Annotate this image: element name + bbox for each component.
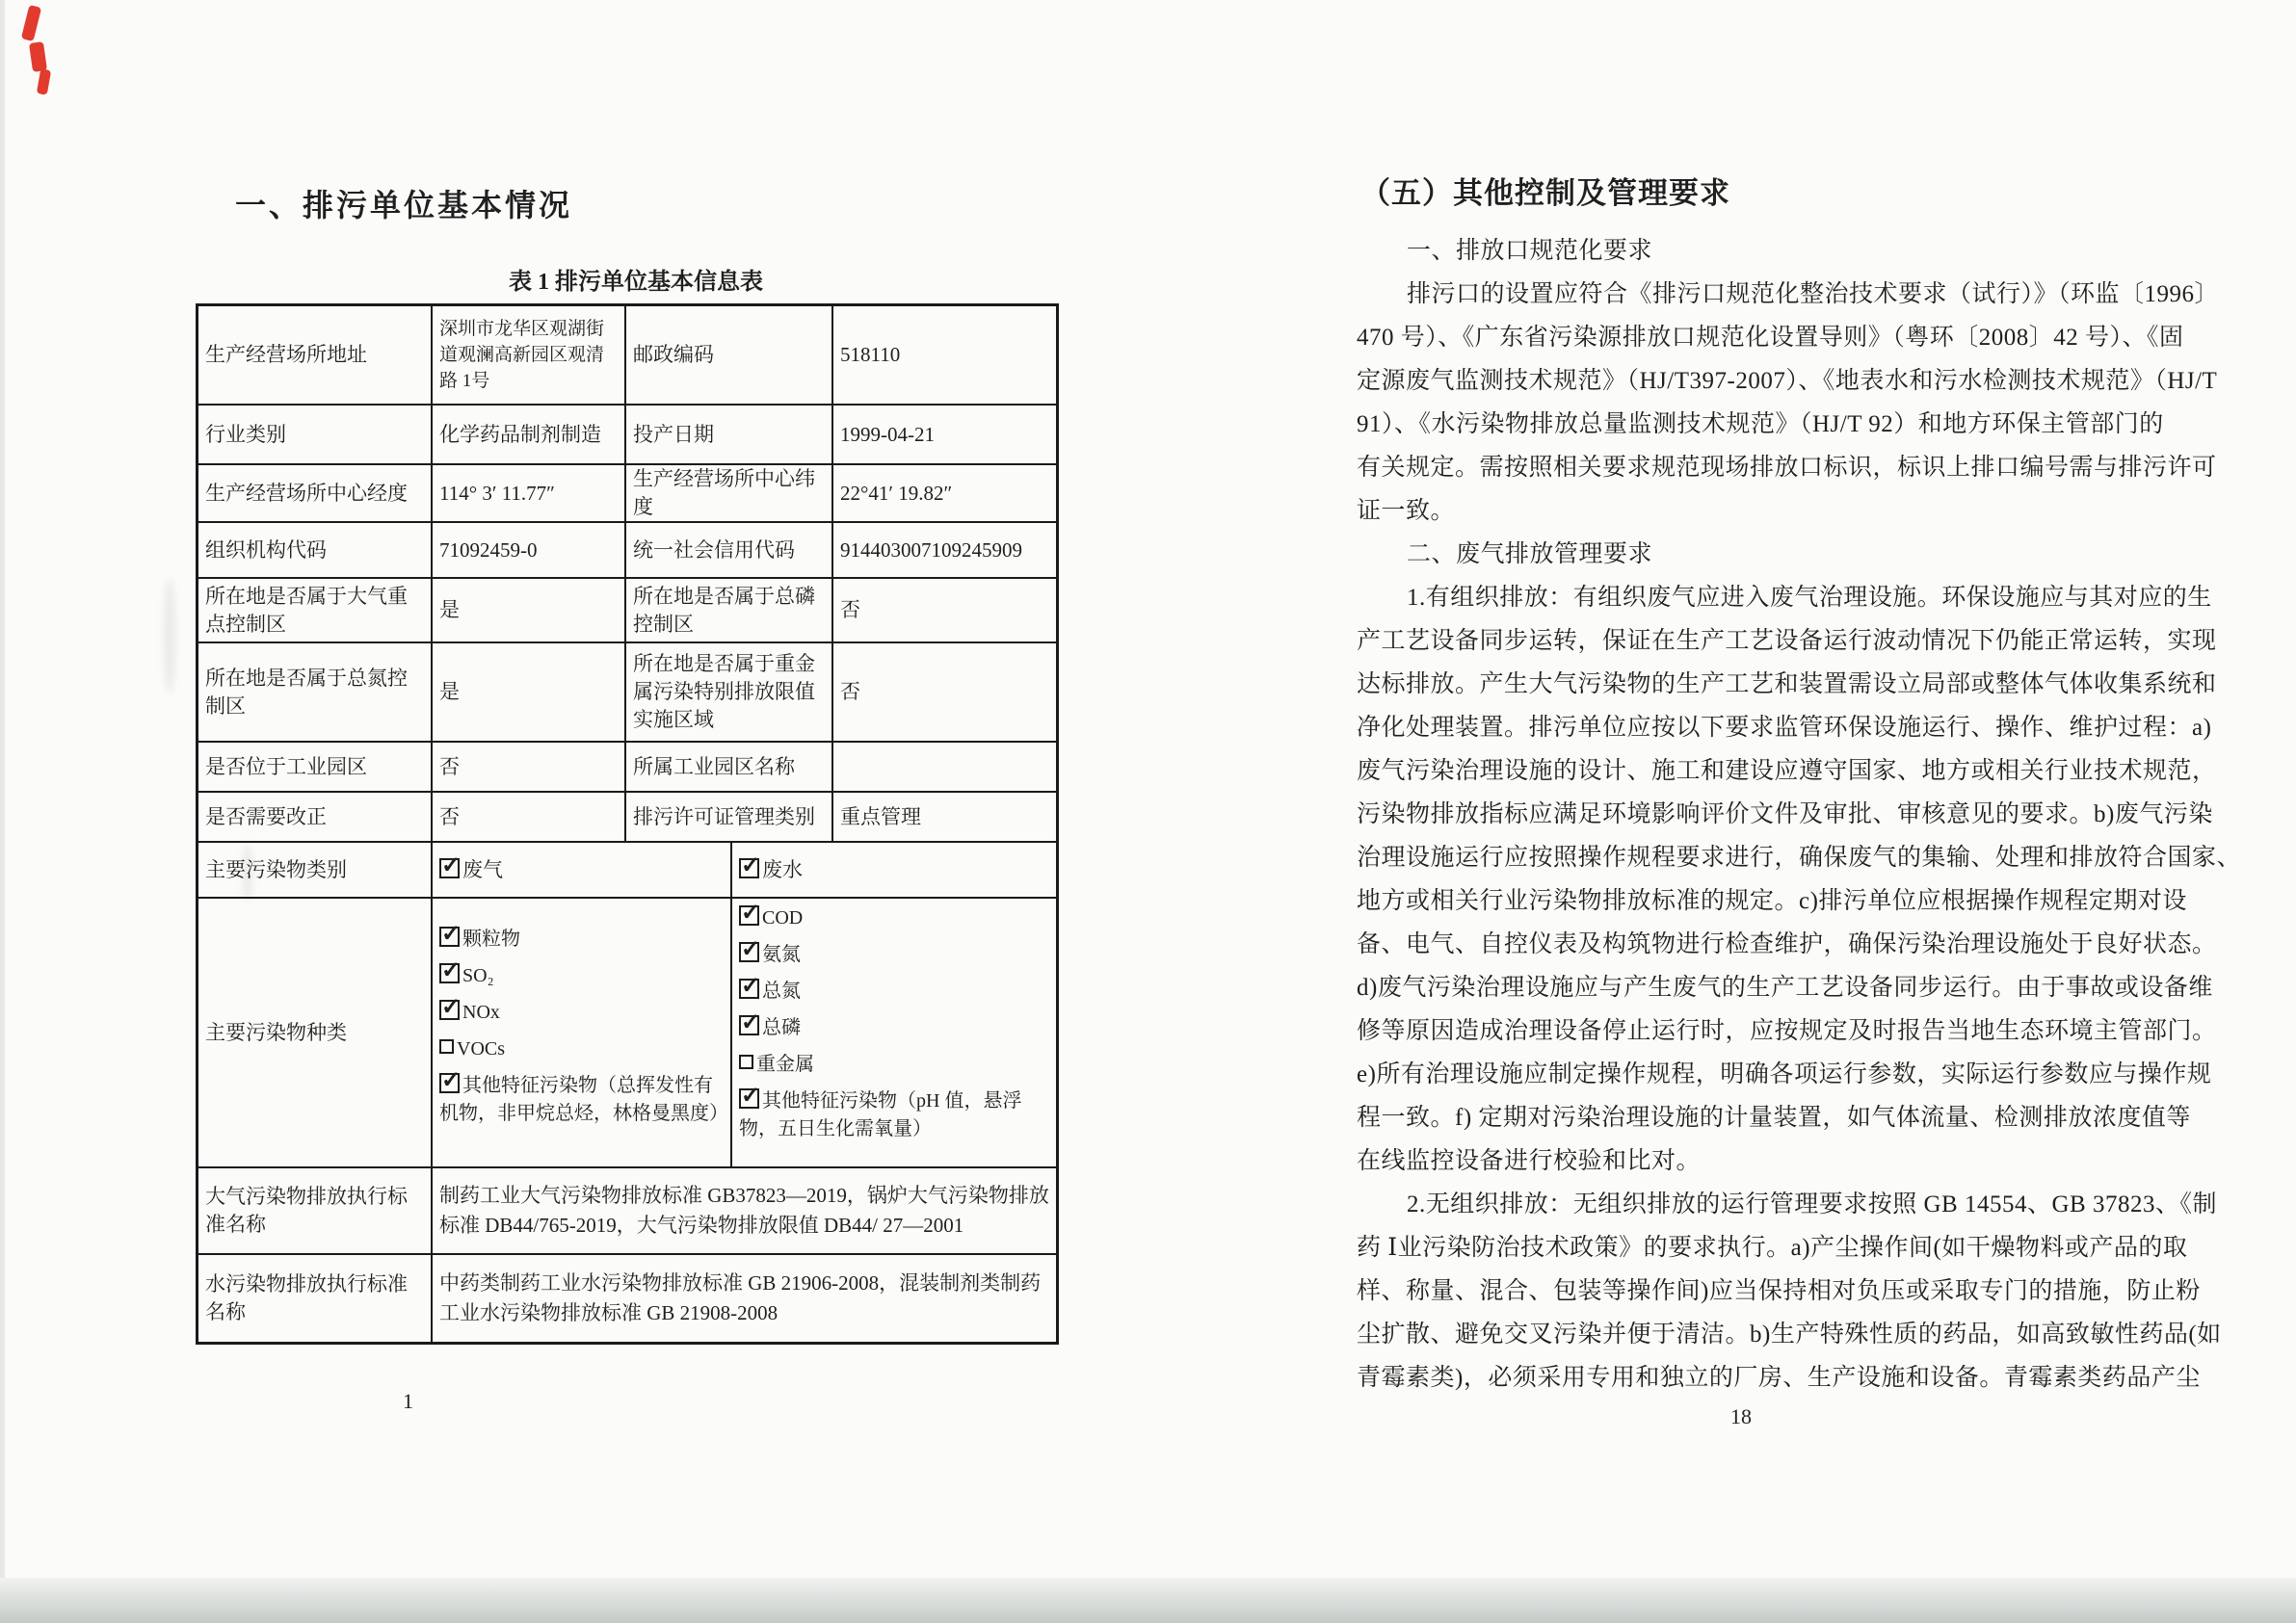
- table-cell-label: [626, 523, 833, 579]
- table-cell-value: [833, 406, 1056, 465]
- body-line: 达标排放。产生大气污染物的生产工艺和装置需设立局部或整体气体收集系统和: [1357, 671, 2217, 697]
- scanner-bottom-shadow: [0, 1578, 2296, 1623]
- table-cell-label: [626, 579, 833, 643]
- cell-text: 行业类别: [205, 422, 286, 446]
- table-cell-value: [433, 579, 626, 643]
- checkbox-icon: [739, 1015, 759, 1035]
- cell-text: 是否需要改正: [205, 804, 327, 828]
- cell-text: 排污许可证管理类别: [633, 804, 815, 828]
- cell-text: 914403007109245909: [840, 537, 1022, 562]
- body-line: 净化处理装置。排污单位应按以下要求监管环保设施运行、操作、维护过程：a): [1357, 715, 2212, 741]
- scan-smudge: [164, 578, 175, 694]
- body-line: 地方或相关行业污染物排放标准的规定。c)排污单位应根据操作规程定期对设: [1357, 888, 2187, 914]
- species-item: [739, 941, 801, 969]
- right-page-number: 18: [1730, 1404, 1752, 1428]
- cell-text: 投产日期: [633, 422, 714, 446]
- table-cell-label: [198, 743, 433, 793]
- body-line: 一、排放口规范化要求: [1407, 238, 1653, 264]
- table-cell-value: [833, 743, 1056, 793]
- checkbox-icon: [739, 1088, 759, 1109]
- table-cell-label: [198, 465, 433, 523]
- checkbox-icon: [439, 858, 460, 878]
- checkbox-icon: [439, 1039, 454, 1054]
- table-cell-label: [626, 643, 833, 743]
- body-line: 产工艺设备同步运转，保证在生产工艺设备运行波动情况下仍能正常运转，实现: [1357, 628, 2217, 654]
- cell-text: 所在地是否属于总磷控制区: [633, 584, 815, 636]
- body-line: 470 号）、《广东省污染源排放口规范化设置导则》（粤环〔2008〕42 号）、《固: [1357, 325, 2184, 351]
- table-cell-label: [198, 306, 433, 406]
- species-item: [739, 1087, 1052, 1143]
- cell-text: 中药类制药工业水污染物排放标准 GB 21906-2008，混装制剂类制药工业水污染物排放标准 GB 21908-2008: [439, 1271, 1042, 1324]
- cell-text: 组织机构代码: [205, 537, 327, 562]
- table-cell-value: [833, 793, 1056, 843]
- cell-text: 是否位于工业园区: [205, 754, 367, 778]
- body-line: 二、废气排放管理要求: [1407, 541, 1653, 567]
- body-line: 备、电气、自控仪表及构筑物进行检查维护，确保污染治理设施处于良好状态。: [1357, 931, 2217, 957]
- cell-text: 是: [439, 598, 460, 621]
- table-cell-label: [626, 793, 833, 843]
- species-item: [439, 926, 520, 954]
- table-cell-value: [833, 579, 1056, 643]
- right-section-title: （五）其他控制及管理要求: [1360, 176, 1730, 210]
- table-cell-label: [198, 899, 433, 1168]
- table-cell-value: [833, 523, 1056, 579]
- cell-text: 重金属: [756, 1054, 814, 1075]
- table-cell-value: [833, 465, 1056, 523]
- body-line: 证一致。: [1357, 498, 1456, 524]
- checkbox-icon: [439, 927, 460, 947]
- body-line: e)所有治理设施应制定操作规程，明确各项运行参数，实际运行参数应与操作规: [1357, 1061, 2212, 1087]
- cell-text: 水污染物排放执行标准名称: [205, 1272, 408, 1323]
- table-cell-gas-species: [433, 899, 732, 1168]
- cell-text: 生产经营场所中心经度: [205, 481, 408, 505]
- body-line: 修等原因造成治理设备停止运行时，应按规定及时报告当地生态环境主管部门。: [1357, 1018, 2217, 1044]
- body-line: 废气污染治理设施的设计、施工和建设应遵守国家、地方或相关行业技术规范，: [1357, 758, 2217, 784]
- cell-text: 所属工业园区名称: [633, 754, 795, 778]
- body-line: 青霉素类)，必须采用专用和独立的厂房、生产设施和设备。青霉素类药品产尘: [1357, 1365, 2201, 1391]
- species-item: [739, 1051, 814, 1079]
- cell-text: 其他特征污染物（pH 值，悬浮物，五日生化需氧量）: [739, 1090, 1022, 1139]
- checkbox-icon: [739, 1055, 753, 1069]
- cell-text: 所在地是否属于总氮控制区: [205, 666, 408, 718]
- table-cell-value: [433, 306, 626, 406]
- cell-text: 22°41′ 19.82″: [840, 481, 953, 505]
- cell-text: 主要污染物类别: [205, 857, 347, 881]
- red-edge-mark: [37, 68, 51, 95]
- body-line: 在线监控设备进行校验和比对。: [1357, 1148, 1702, 1174]
- cell-text: 518110: [840, 343, 901, 366]
- cell-text: 统一社会信用代码: [633, 537, 795, 562]
- cell-text: 颗粒物: [462, 929, 520, 950]
- cell-text: 总磷: [762, 1017, 801, 1038]
- species-item: [739, 1014, 801, 1042]
- checkbox-icon: [439, 1073, 460, 1093]
- cell-text: 废水: [762, 857, 803, 881]
- table-cell-label: [198, 406, 433, 465]
- table-cell-value: [433, 643, 626, 743]
- checkbox-icon: [739, 979, 759, 999]
- body-line: 1.有组织排放：有组织废气应进入废气治理设施。环保设施应与其对应的生: [1407, 585, 2212, 611]
- red-edge-mark: [21, 5, 41, 41]
- table-cell-label: [198, 643, 433, 743]
- cell-text: NOx: [462, 1002, 500, 1023]
- left-page-number: 1: [403, 1389, 413, 1413]
- body-line: 91）、《水污染物排放总量监测技术规范》（HJ/T 92）和地方环保主管部门的: [1357, 411, 2164, 437]
- body-line: 药 Ⅰ业污染防治技术政策》的要求执行。a)产尘操作间(如干燥物料或产品的取: [1357, 1235, 2188, 1261]
- cell-text: 否: [840, 680, 860, 703]
- body-line: 2.无组织排放：无组织排放的运行管理要求按照 GB 14554、GB 37823、《制: [1407, 1191, 2217, 1217]
- checkbox-icon: [739, 905, 759, 926]
- table-cell-label: [198, 843, 433, 899]
- table-cell-label: [198, 793, 433, 843]
- cell-text: 主要污染物种类: [205, 1020, 347, 1044]
- cell-text: 否: [439, 804, 460, 828]
- table-cell-label: [198, 579, 433, 643]
- body-line: 程一致。f) 定期对污染治理设施的计量装置，如气体流量、检测排放浓度值等: [1357, 1105, 2191, 1131]
- cell-text: 总氮: [762, 981, 801, 1002]
- body-line: 污染物排放指标应满足环境影响评价文件及审批、审核意见的要求。b)废气污染: [1357, 801, 2213, 827]
- cell-text: 化学药品制剂制造: [439, 422, 601, 446]
- table-cell-value: [433, 465, 626, 523]
- table-cell-label: [626, 743, 833, 793]
- cell-text: 114° 3′ 11.77″: [439, 481, 555, 505]
- cell-text: 否: [439, 754, 460, 778]
- cell-text: COD: [762, 907, 804, 929]
- cell-text: 1999-04-21: [840, 422, 935, 446]
- table-cell-value: [833, 306, 1056, 406]
- right-page-body: [1357, 229, 2242, 1400]
- cell-text: 氨氮: [762, 944, 801, 965]
- cell-text: 所在地是否属于大气重点控制区: [205, 584, 408, 636]
- table-cell-value: [433, 1168, 1056, 1255]
- body-line: 有关规定。需按照相关要求规范现场排放口标识，标识上排口编号需与排污许可: [1357, 455, 2217, 481]
- cell-text: 生产经营场所地址: [205, 343, 367, 366]
- cell-text: SO₂: [462, 965, 494, 986]
- red-edge-mark: [29, 41, 47, 72]
- body-line: d)废气污染治理设施应与产生废气的生产工艺设备同步运行。由于事故或设备维: [1357, 975, 2213, 1001]
- body-line: 定源废气监测技术规范》（HJ/T397-2007）、《地表水和污水检测技术规范》（HJ/T: [1357, 368, 2218, 394]
- table-cell-label: [626, 306, 833, 406]
- species-item: [439, 1072, 726, 1128]
- cell-text: 生产经营场所中心纬度: [633, 467, 815, 518]
- checkbox-icon: [739, 942, 759, 962]
- species-item: [439, 999, 500, 1027]
- basic-info-table: [196, 303, 1059, 1345]
- cell-text: VOCs: [457, 1038, 506, 1060]
- cell-text: 否: [840, 598, 860, 621]
- cell-text: 所在地是否属于重金属污染特别排放限值实施区域: [633, 652, 815, 731]
- scan-edge-shadow: [0, 0, 5, 1623]
- table-cell-label: [198, 1168, 433, 1255]
- body-line: 排污口的设置应符合《排污口规范化整治技术要求（试行）》（环监〔1996〕: [1407, 281, 2220, 307]
- body-line: 治理设施运行应按照操作规程要求进行，确保废气的集输、处理和排放符合国家、: [1357, 845, 2242, 871]
- table-cell-label: [198, 523, 433, 579]
- table-cell-value: [433, 793, 626, 843]
- cell-text: 重点管理: [840, 804, 921, 828]
- table-cell-value: [433, 523, 626, 579]
- table-cell-value: [833, 643, 1056, 743]
- checkbox-icon: [439, 963, 460, 983]
- cell-text: 制药工业大气污染物排放标准 GB37823—2019，锅炉大气污染物排放标准 DB44/765-2019，大气污染物排放限值 DB44/ 27—2001: [439, 1184, 1049, 1237]
- species-item: [439, 962, 494, 990]
- species-item: [739, 978, 801, 1006]
- table-cell-value: [433, 1255, 1056, 1342]
- checkbox-icon: [739, 858, 759, 878]
- table-cell-label: [626, 406, 833, 465]
- table-cell-label: [198, 1255, 433, 1342]
- table-cell-gas-category: [433, 843, 732, 899]
- species-item: [439, 1035, 505, 1063]
- cell-text: 废气: [462, 857, 503, 881]
- cell-text: 71092459-0: [439, 537, 538, 562]
- cell-text: 其他特征污染物（总挥发性有机物，非甲烷总烃，林格曼黑度）: [439, 1075, 728, 1124]
- checkbox-icon: [439, 1000, 460, 1020]
- cell-text: 是: [439, 680, 460, 703]
- species-item: [739, 904, 803, 932]
- cell-text: 深圳市龙华区观湖街道观澜高新园区观清路 1号: [439, 319, 605, 391]
- table-cell-label: [626, 465, 833, 523]
- table-caption: 表 1 排污单位基本信息表: [509, 270, 763, 295]
- cell-text: 邮政编码: [633, 343, 714, 366]
- left-section-title: 一、排污单位基本情况: [235, 188, 573, 223]
- table-cell-water-species: [732, 899, 1056, 1168]
- body-line: 尘扩散、避免交叉污染并便于清洁。b)生产特殊性质的药品，如高致敏性药品(如: [1357, 1322, 2222, 1348]
- table-cell-value: [433, 406, 626, 465]
- table-cell-water-category: [732, 843, 1056, 899]
- cell-text: 大气污染物排放执行标准名称: [205, 1185, 408, 1236]
- body-line: 样、称量、混合、包装等操作间)应当保持相对负压或采取专门的措施，防止粉: [1357, 1278, 2201, 1304]
- table-cell-value: [433, 743, 626, 793]
